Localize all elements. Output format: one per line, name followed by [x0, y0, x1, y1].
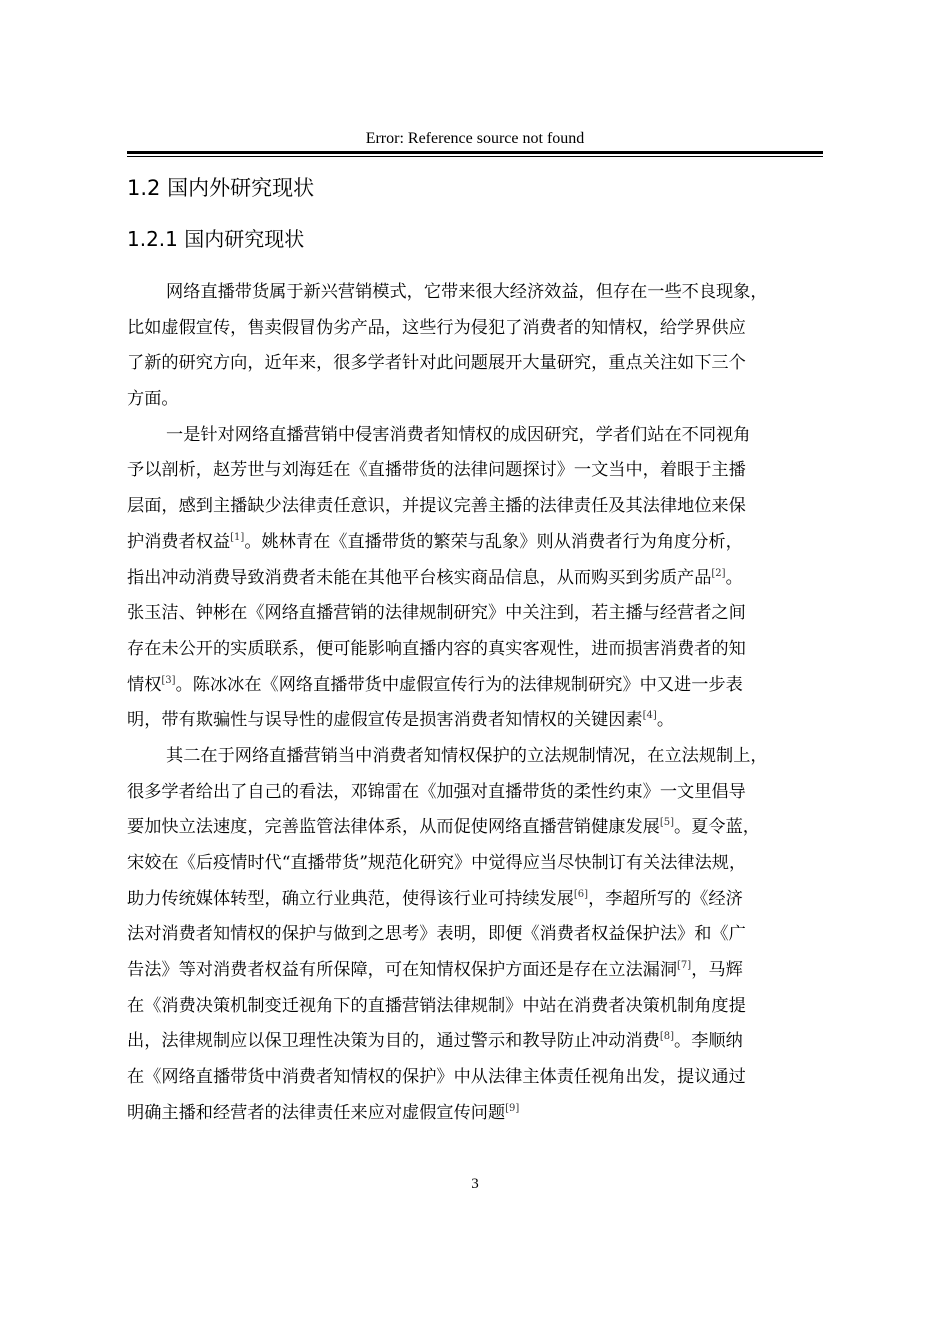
text-segment: 在《消费决策机制变迁视角下的直播营销法律规制》中站在消费者决策机制角度提	[127, 995, 746, 1016]
paragraph	[127, 739, 833, 1132]
text-line	[127, 1060, 833, 1096]
text-line	[127, 1024, 833, 1060]
text-segment: ，马辉	[691, 960, 743, 981]
text-line	[127, 775, 833, 811]
text-segment: 出，法律规制应以保卫理性决策为目的，通过警示和教导防止冲动消费	[127, 1031, 660, 1052]
citation-marker: [2]	[711, 567, 726, 579]
text-segment: 。姚林青在《直播带货的繁荣与乱象》则从消费者行为角度分析，	[244, 531, 743, 552]
citation-marker: [1]	[230, 531, 245, 543]
text-segment: ，李超所写的《经济	[588, 888, 743, 909]
text-segment: 一是针对网络直播营销中侵害消费者知情权的成因研究，学者们站在不同视角	[166, 424, 751, 445]
text-segment: 宋姣在《后疫情时代“直播带货”规范化研究》中觉得应当尽快制订有关法律法规，	[127, 853, 747, 873]
text-segment: 。夏令蓝，	[674, 817, 760, 838]
text-segment: 指出冲动消费导致消费者未能在其他平台核实商品信息，从而购买到劣质产品	[127, 567, 712, 588]
text-line	[127, 275, 833, 311]
text-line	[127, 311, 833, 347]
text-line	[127, 632, 833, 668]
text-segment: 其二在于网络直播营销当中消费者知情权保护的立法规制情况，在立法规制上，	[166, 745, 768, 766]
text-line	[127, 382, 833, 418]
text-line	[127, 703, 833, 739]
citation-marker: [5]	[659, 817, 674, 829]
paragraph	[127, 275, 833, 418]
running-header: Error: Reference source not found	[365, 130, 585, 147]
text-segment: 助力传统媒体转型，确立行业典范，使得该行业可持续发展	[127, 888, 574, 909]
text-segment: 。李顺纳	[674, 1031, 743, 1052]
text-segment: 。	[656, 710, 675, 731]
page-number: 3	[471, 1176, 479, 1192]
citation-marker: [8]	[659, 1031, 674, 1043]
text-line	[127, 596, 833, 632]
text-segment: 告法》等对消费者权益有所保障，可在知情权保护方面还是存在立法漏洞	[127, 960, 678, 981]
text-segment: 了新的研究方向，近年来，很多学者针对此问题展开大量研究，重点关注如下三个	[127, 353, 746, 374]
text-line	[127, 453, 833, 489]
text-line	[127, 917, 833, 953]
citation-marker: [9]	[505, 1102, 520, 1114]
text-line	[127, 810, 833, 846]
text-line	[127, 882, 833, 918]
text-line	[127, 953, 833, 989]
citation-marker: [6]	[573, 888, 589, 900]
section-heading: 1.2 国内外研究现状	[127, 176, 315, 200]
text-segment: 。	[725, 567, 743, 588]
text-line	[127, 989, 833, 1025]
text-segment: 网络直播带货属于新兴营销模式，它带来很大经济效益，但存在一些不良现象，	[166, 282, 768, 302]
text-segment: 比如虚假宣传，售卖假冒伪劣产品，这些行为侵犯了消费者的知情权，给学界供应	[127, 317, 746, 338]
text-segment: 层面，感到主播缺少法律责任意识，并提议完善主播的法律责任及其法律地位来保	[127, 496, 746, 517]
text-segment: 很多学者给出了自己的看法，邓锦雷在《加强对直播带货的柔性约束》一文里倡导	[127, 781, 746, 802]
text-segment: 要加快立法速度，完善监管法律体系，从而促使网络直播营销健康发展	[127, 817, 660, 838]
text-line	[127, 525, 833, 561]
text-segment: 存在未公开的实质联系，便可能影响直播内容的真实客观性，进而损害消费者的知	[127, 638, 746, 659]
text-line	[127, 1096, 833, 1132]
text-segment: 予以剖析，赵芳世与刘海廷在《直播带货的法律问题探讨》一文当中，着眼于主播	[127, 460, 746, 481]
text-line	[127, 561, 833, 597]
text-segment: 在《网络直播带货中消费者知情权的保护》中从法律主体责任视角出发，提议通过	[127, 1067, 746, 1088]
text-segment: 情权	[127, 674, 162, 695]
text-line	[127, 739, 833, 775]
text-segment: 方面。	[127, 389, 179, 410]
body-text	[127, 275, 833, 1132]
text-line	[127, 418, 833, 454]
text-segment: 张玉洁、钟彬在《网络直播营销的法律规制研究》中关注到，若主播与经营者之间	[127, 603, 746, 624]
subsection-heading: 1.2.1 国内研究现状	[127, 227, 305, 251]
text-segment: 明，带有欺骗性与误导性的虚假宣传是损害消费者知情权的关键因素	[127, 710, 643, 731]
text-line	[127, 346, 833, 382]
text-segment: 。陈冰冰在《网络直播带货中虚假宣传行为的法律规制研究》中又进一步表	[175, 674, 743, 695]
header-rule-thin	[127, 156, 823, 157]
text-segment: 明确主播和经营者的法律责任来应对虚假宣传问题	[127, 1102, 506, 1123]
citation-marker: [4]	[642, 710, 657, 722]
text-line	[127, 489, 833, 525]
text-segment: 护消费者权益	[127, 531, 231, 552]
citation-marker: [7]	[677, 960, 692, 972]
text-line	[127, 846, 833, 882]
header-rule-thick	[127, 151, 823, 154]
paragraph	[127, 418, 833, 739]
text-line	[127, 668, 833, 704]
text-segment: 法对消费者知情权的保护与做到之思考》表明，即便《消费者权益保护法》和《广	[127, 924, 746, 945]
citation-marker: [3]	[161, 674, 176, 686]
